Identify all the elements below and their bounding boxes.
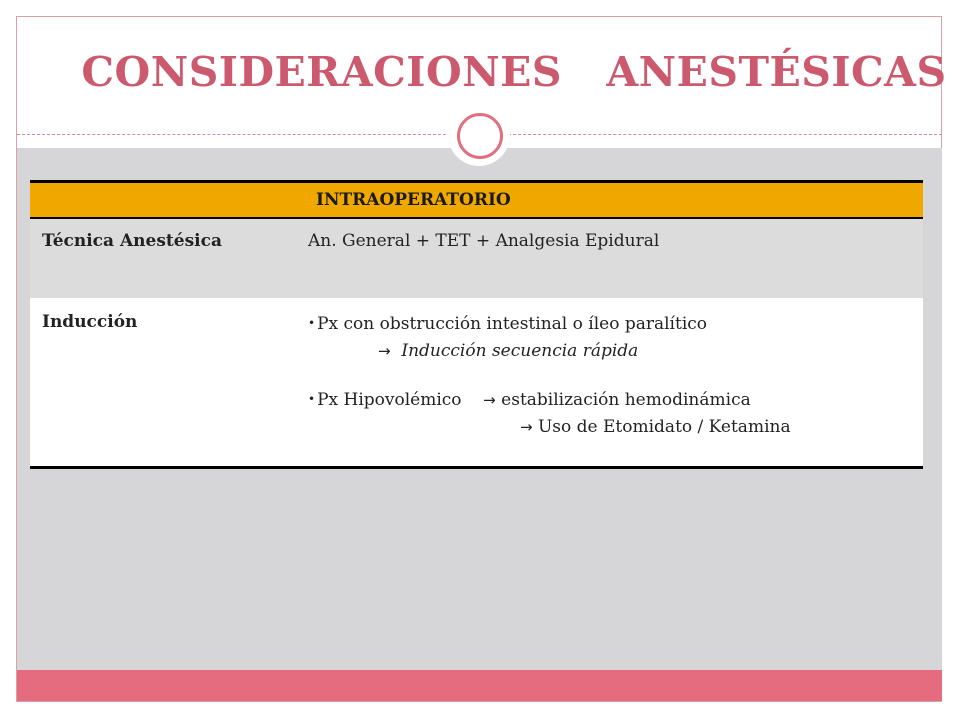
bullet-text: Px Hipovolémico <box>317 390 462 410</box>
table-header-row <box>30 182 923 219</box>
row-label-tecnica: Técnica Anestésica <box>30 218 308 298</box>
row-label-induccion: Inducción <box>30 298 308 468</box>
arrow-right-icon: → <box>378 342 391 360</box>
table-row <box>30 218 923 298</box>
bullet-icon: • <box>308 316 316 330</box>
spacer <box>308 368 923 388</box>
arrow-right-icon: → <box>520 418 533 436</box>
arrow-right-icon: → <box>483 391 496 409</box>
sub-item-induccion-rapida <box>308 340 923 368</box>
table-header <box>30 182 923 219</box>
footer-band <box>17 670 942 701</box>
intraoperative-table <box>30 180 923 469</box>
sub-item-text: Uso de Etomidato / Ketamina <box>537 417 791 437</box>
bullet-text-2: estabilización hemodinámica <box>501 390 751 410</box>
bullet-item-hipovolemico <box>308 388 923 416</box>
table-row <box>30 298 923 468</box>
bullet-text: Px con obstrucción intestinal o íleo paralítico <box>317 314 708 334</box>
decorative-ring-icon <box>457 113 503 159</box>
row-value-tecnica: An. General + TET + Analgesia Epidural <box>308 218 923 298</box>
sub-item-text: Inducción secuencia rápida <box>401 341 639 361</box>
slide-title: CONSIDERACIONES ANESTÉSICAS <box>81 48 947 96</box>
sub-item-etomidato <box>308 416 923 444</box>
row-value-induccion <box>308 298 923 468</box>
bullet-icon: • <box>308 392 316 406</box>
table-header-label: INTRAOPERATORIO <box>316 190 511 210</box>
bullet-item-obstruccion <box>308 312 923 340</box>
